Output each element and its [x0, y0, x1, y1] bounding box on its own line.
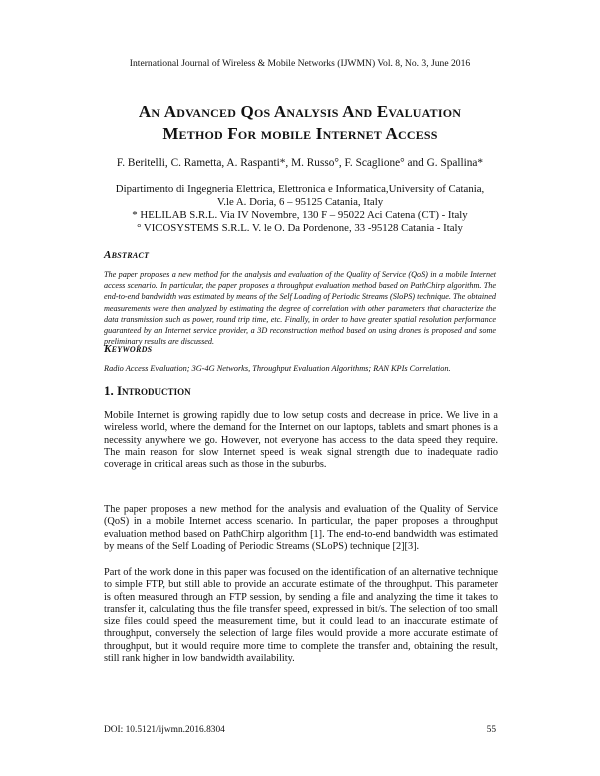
- journal-header: International Journal of Wireless & Mobile Networks (IJWMN) Vol. 8, No. 3, June 2016: [129, 58, 471, 69]
- affiliation-line: * HELILAB S.R.L. Via IV Novembre, 130 F – 95022 Aci Catena (CT) - Italy: [132, 209, 468, 221]
- paper-title: [60, 101, 540, 145]
- intro-heading: 1. Introduction: [104, 383, 191, 398]
- doi-footer: DOI: 10.5121/ijwmn.2016.8304: [104, 725, 225, 735]
- affiliation-line: Dipartimento di Ingegneria Elettrica, Elettronica e Informatica,University of Catania,: [115, 183, 485, 195]
- intro-paragraph: Part of the work done in this paper was focused on the identification of an alternative technique to simple FTP, but still able to provide an accurate estimate of the throughput. This parameter is often measured through an FTP session, by sending a file and analyzing the time it takes to transfer it, calculating thus the file transfer speed, expressed in bit/s. The selection of too small size files could speed the measurement time, but it could lead to an inaccurate estimate of throughput, conversely the selection of large files would provide a more accurate estimate of throughput, but it would require more time to complete the transfer and, obtaining the result, still rank higher in low bandwidth availability.: [104, 567, 498, 665]
- intro-paragraph: The paper proposes a new method for the analysis and evaluation of the Quality of Service (QoS) in a mobile Internet access scenario. In particular, the paper proposes a throughput evaluation method based on PathChirp algorithm [1]. The end-to-end bandwidth was estimated by means of the Self Loading of Periodic Streams (SLoPS) technique [2][3].: [104, 504, 498, 552]
- keywords-heading: Keywords: [104, 343, 153, 355]
- affiliation-line: ° VICOSYSTEMS S.R.L. V. le O. Da Pordenone, 33 -95128 Catania - Italy: [137, 222, 463, 234]
- abstract-text: The paper proposes a new method for the analysis and evaluation of the Quality of Service (QoS) in a mobile Internet access scenario. In particular, the paper proposes a throughput evaluation method based on PathChirp algorithm. The end-to-end bandwidth was estimated by means of the Self Loading of Periodic Streams (SloPS) technique. The obtained measurements were then analyzed by estimating the degree of correlation with other parameters that characterize the data transmission such as power, round trip time, etc. Finally, in order to have greater spatial resolution performance guaranteed by an Internet service provider, a 3D reconstruction method based on using drones is proposed and some preliminary results are discussed.: [104, 270, 496, 347]
- title-line: Method For mobile Internet Access: [162, 124, 438, 143]
- abstract-heading: Abstract: [104, 249, 150, 261]
- intro-paragraph: Mobile Internet is growing rapidly due to low setup costs and decrease in price. We live in a wireless world, where the demand for the Internet on our laptops, tablets and smart phones is a necessity anywhere we go. However, not everyone has access to the data speed they require. The main reason for slow Internet speed is weak signal strength due to inadequate radio coverage in critical areas such as those in the suburbs.: [104, 410, 498, 471]
- affiliation-line: V.le A. Doria, 6 – 95125 Catania, Italy: [216, 196, 384, 208]
- page-number: 55: [486, 725, 496, 735]
- author-list: F. Beritelli, C. Rametta, A. Raspanti*, M. Russo°, F. Scaglione° and G. Spallina*: [116, 157, 484, 169]
- keywords-text: Radio Access Evaluation; 3G-4G Networks, Throughput Evaluation Algorithms; RAN KPIs Correlation.: [104, 364, 451, 373]
- title-line: An Advanced Qos Analysis And Evaluation: [138, 102, 462, 121]
